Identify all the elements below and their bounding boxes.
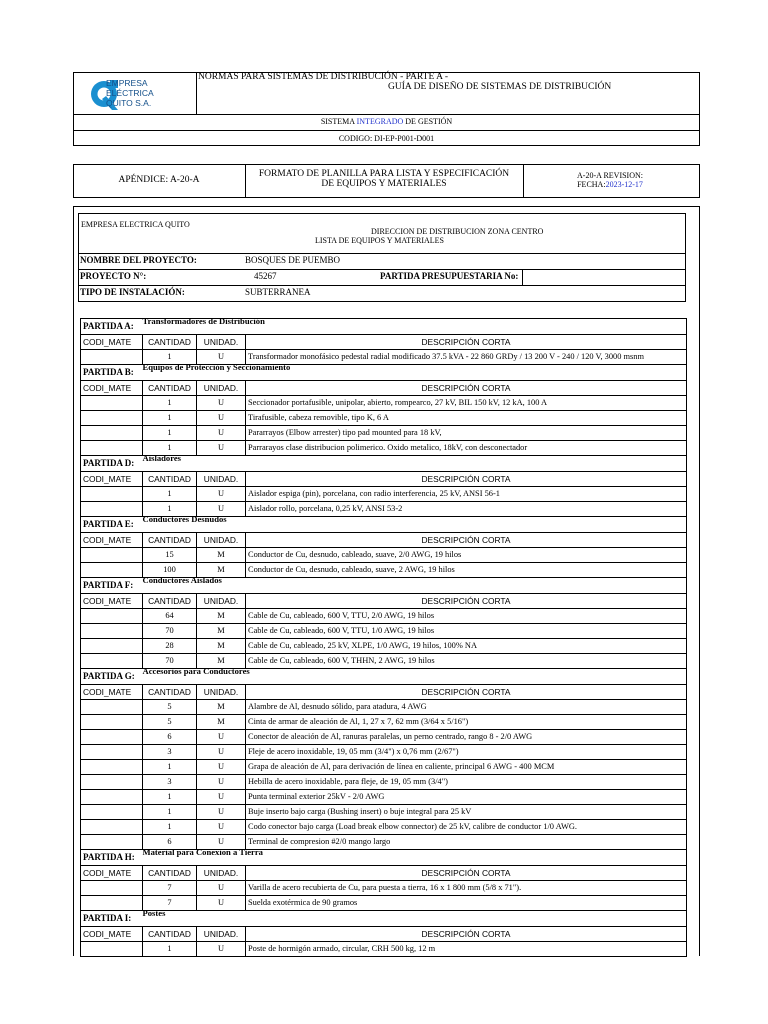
material-unit: U <box>197 942 246 957</box>
column-header-row <box>81 594 687 609</box>
partida-label: PARTIDA G: <box>83 671 135 681</box>
col-header-desc: DESCRIPCIÓN CORTA <box>246 472 687 487</box>
col-header-qty: CANTIDAD <box>143 594 197 609</box>
partida-heading <box>81 456 687 472</box>
guide-title: GUÍA DE DISEÑO DE SISTEMAS DE DISTRIBUCIÓN <box>388 82 612 92</box>
material-unit: M <box>197 715 246 730</box>
partida-name: Accesorios para Conductores <box>142 666 250 676</box>
material-code <box>81 881 143 896</box>
material-code <box>81 700 143 715</box>
logo-line-1: EMPRESA <box>106 78 148 88</box>
material-qty: 1 <box>143 502 197 517</box>
col-header-unit: UNIDAD. <box>197 594 246 609</box>
material-unit: U <box>197 881 246 896</box>
partida-name: Conductores Aislados <box>142 575 222 585</box>
material-desc: Buje inserto bajo carga (Bushing insert) o buje integral para 25 kV <box>246 805 687 820</box>
material-code <box>81 654 143 669</box>
material-desc: Conector de aleación de Al, ranuras paralelas, un perno centrado, rango 8 - 2/0 AWG <box>246 730 687 745</box>
material-unit: U <box>197 426 246 441</box>
material-qty: 1 <box>143 411 197 426</box>
project-number-value: 45267 <box>254 271 277 281</box>
material-code <box>81 790 143 805</box>
materials-table <box>80 318 687 957</box>
table-row <box>81 411 687 426</box>
material-unit: U <box>197 805 246 820</box>
material-desc: Varilla de acero recubierta de Cu, para puesta a tierra, 16 x 1 800 mm (5/8 x 71"). <box>246 881 687 896</box>
material-unit: U <box>197 820 246 835</box>
appendix-title-2: DE EQUIPOS Y MATERIALES <box>321 179 447 189</box>
material-desc: Aislador espiga (pin), porcelana, con radio interferencia, 25 kV, ANSI 56-1 <box>246 487 687 502</box>
material-qty: 1 <box>143 487 197 502</box>
column-header-row <box>81 381 687 396</box>
col-header-unit: UNIDAD. <box>197 927 246 942</box>
table-row <box>81 548 687 563</box>
material-code <box>81 426 143 441</box>
material-code <box>81 624 143 639</box>
material-code <box>81 820 143 835</box>
material-desc: Punta terminal exterior 25kV - 2/0 AWG <box>246 790 687 805</box>
direction-name: DIRECCION DE DISTRIBUCION ZONA CENTRO <box>371 227 544 236</box>
project-name-label: NOMBRE DEL PROYECTO: <box>80 255 197 265</box>
material-code <box>81 942 143 957</box>
norms-title: NORMAS PARA SISTEMAS DE DISTRIBUCIÓN - PARTE A - <box>198 72 448 82</box>
material-desc: Codo conector bajo carga (Load break elbow connector) de 25 kV, calibre de conductor 1/0 AWG. <box>246 820 687 835</box>
material-qty: 1 <box>143 805 197 820</box>
material-unit: U <box>197 790 246 805</box>
table-row <box>81 820 687 835</box>
partida-name: Postes <box>142 908 166 918</box>
material-code <box>81 896 143 911</box>
material-desc: Alambre de Al, desnudo sólido, para atadura, 4 AWG <box>246 700 687 715</box>
table-row <box>81 760 687 775</box>
partida-label: PARTIDA H: <box>83 852 135 862</box>
partida-label: PARTIDA A: <box>83 321 134 331</box>
material-qty: 70 <box>143 624 197 639</box>
col-header-desc: DESCRIPCIÓN CORTA <box>246 685 687 700</box>
material-qty: 3 <box>143 745 197 760</box>
col-header-unit: UNIDAD. <box>197 533 246 548</box>
col-header-code: CODI_MATE <box>81 472 143 487</box>
partida-heading <box>81 319 687 335</box>
material-unit: U <box>197 730 246 745</box>
partida-name: Transformadores de Distribución <box>142 316 265 326</box>
installation-label: TIPO DE INSTALACIÓN: <box>80 287 185 297</box>
material-qty: 5 <box>143 700 197 715</box>
material-code <box>81 411 143 426</box>
material-qty: 70 <box>143 654 197 669</box>
material-desc: Pararrayos (Elbow arrester) tipo pad mounted para 18 kV, <box>246 426 687 441</box>
col-header-desc: DESCRIPCIÓN CORTA <box>246 533 687 548</box>
material-unit: U <box>197 396 246 411</box>
material-desc: Grapa de aleación de Al, para derivación de línea en caliente, principal 6 AWG - 400 MCM <box>246 760 687 775</box>
material-desc: Cable de Cu, cableado, 25 kV, XLPE, 1/0 AWG, 19 hilos, 100% NA <box>246 639 687 654</box>
col-header-desc: DESCRIPCIÓN CORTA <box>246 866 687 881</box>
column-header-row <box>81 866 687 881</box>
col-header-qty: CANTIDAD <box>143 866 197 881</box>
table-row <box>81 715 687 730</box>
revision-date: FECHA:2023-12-17 <box>577 180 643 189</box>
col-header-qty: CANTIDAD <box>143 685 197 700</box>
logo-line-3: QUITO S.A. <box>106 98 152 108</box>
column-header-row <box>81 472 687 487</box>
material-code <box>81 745 143 760</box>
material-qty: 100 <box>143 563 197 578</box>
material-unit: U <box>197 502 246 517</box>
material-desc: Cinta de armar de aleación de Al, 1, 27 x 7, 62 mm (3/64 x 5/16") <box>246 715 687 730</box>
partida-heading <box>81 850 687 866</box>
material-qty: 7 <box>143 896 197 911</box>
material-qty: 15 <box>143 548 197 563</box>
material-qty: 1 <box>143 942 197 957</box>
material-desc: Suelda exotérmica de 90 gramos <box>246 896 687 911</box>
table-row <box>81 896 687 911</box>
material-code <box>81 441 143 456</box>
partida-label: PARTIDA E: <box>83 519 134 529</box>
material-qty: 5 <box>143 715 197 730</box>
col-header-qty: CANTIDAD <box>143 335 197 350</box>
material-desc: Conductor de Cu, desnudo, cableado, suave, 2/0 AWG, 19 hilos <box>246 548 687 563</box>
appendix-title-1: FORMATO DE PLANILLA PARA LISTA Y ESPECIFICACIÓN <box>258 169 510 179</box>
material-desc: Aislador rollo, porcelana, 0,25 kV, ANSI 53-2 <box>246 502 687 517</box>
col-header-desc: DESCRIPCIÓN CORTA <box>246 381 687 396</box>
col-header-qty: CANTIDAD <box>143 533 197 548</box>
partida-name: Aisladores <box>142 453 182 463</box>
col-header-unit: UNIDAD. <box>197 335 246 350</box>
col-header-code: CODI_MATE <box>81 685 143 700</box>
material-qty: 1 <box>143 441 197 456</box>
material-unit: M <box>197 654 246 669</box>
col-header-unit: UNIDAD. <box>197 685 246 700</box>
installation-value: SUBTERRANEA <box>245 287 311 297</box>
col-header-desc: DESCRIPCIÓN CORTA <box>246 594 687 609</box>
material-qty: 6 <box>143 835 197 850</box>
material-code <box>81 835 143 850</box>
col-header-unit: UNIDAD. <box>197 381 246 396</box>
material-desc: Parrarayos clase distribucion polimerico. Oxido metalico, 18kV, con desconectador <box>246 441 687 456</box>
table-row <box>81 426 687 441</box>
logo-line-2: ELÉCTRICA <box>106 88 154 98</box>
table-row <box>81 396 687 411</box>
material-code <box>81 609 143 624</box>
table-row <box>81 881 687 896</box>
material-desc: Hebilla de acero inoxidable, para fleje, de 19, 05 mm (3/4") <box>246 775 687 790</box>
partida-heading <box>81 365 687 381</box>
table-row <box>81 639 687 654</box>
col-header-unit: UNIDAD. <box>197 472 246 487</box>
material-desc: Fleje de acero inoxidable, 19, 05 mm (3/4") x 0,76 mm (2/67") <box>246 745 687 760</box>
material-code <box>81 548 143 563</box>
col-header-qty: CANTIDAD <box>143 381 197 396</box>
table-row <box>81 790 687 805</box>
col-header-code: CODI_MATE <box>81 866 143 881</box>
material-code <box>81 639 143 654</box>
revision-label: A-20-A REVISION: <box>577 171 643 180</box>
material-unit: M <box>197 563 246 578</box>
material-code <box>81 715 143 730</box>
material-qty: 6 <box>143 730 197 745</box>
list-title: LISTA DE EQUIPOS Y MATERIALES <box>315 236 444 245</box>
partida-name: Conductores Desnudos <box>142 514 227 524</box>
material-code <box>81 502 143 517</box>
material-unit: U <box>197 775 246 790</box>
col-header-qty: CANTIDAD <box>143 927 197 942</box>
material-code <box>81 350 143 365</box>
material-unit: U <box>197 350 246 365</box>
material-unit: M <box>197 548 246 563</box>
partida-name: Material para Conexion a Tierra <box>142 847 263 857</box>
partida-heading <box>81 669 687 685</box>
material-qty: 7 <box>143 881 197 896</box>
table-row <box>81 745 687 760</box>
table-row <box>81 624 687 639</box>
table-row <box>81 942 687 957</box>
document-code: CODIGO: DI-EP-P001-D001 <box>338 134 435 143</box>
material-code <box>81 760 143 775</box>
budget-label: PARTIDA PRESUPUESTARIA No: <box>380 271 519 281</box>
table-row <box>81 730 687 745</box>
material-unit: U <box>197 487 246 502</box>
material-unit: M <box>197 700 246 715</box>
col-header-code: CODI_MATE <box>81 335 143 350</box>
col-header-code: CODI_MATE <box>81 594 143 609</box>
table-row <box>81 609 687 624</box>
material-desc: Cable de Cu, cableado, 600 V, TTU, 1/0 AWG, 19 hilos <box>246 624 687 639</box>
material-unit: M <box>197 639 246 654</box>
material-desc: Conductor de Cu, desnudo, cableado, suave, 2 AWG, 19 hilos <box>246 563 687 578</box>
partida-name: Equipos de Protección y Seccionamiento <box>142 362 291 372</box>
col-header-code: CODI_MATE <box>81 533 143 548</box>
material-desc: Seccionador portafusible, unipolar, abierto, rompearco, 27 kV, BIL 150 kV, 12 kA, 100 A <box>246 396 687 411</box>
material-qty: 28 <box>143 639 197 654</box>
material-code <box>81 563 143 578</box>
partida-label: PARTIDA F: <box>83 580 134 590</box>
col-header-qty: CANTIDAD <box>143 472 197 487</box>
table-row <box>81 805 687 820</box>
material-desc: Poste de hormigón armado, circular, CRH 500 kg, 12 m <box>246 942 687 957</box>
partida-heading <box>81 911 687 927</box>
col-header-unit: UNIDAD. <box>197 866 246 881</box>
col-header-desc: DESCRIPCIÓN CORTA <box>246 927 687 942</box>
column-header-row <box>81 927 687 942</box>
material-unit: U <box>197 441 246 456</box>
material-desc: Tirafusible, cabeza removible, tipo K, 6 A <box>246 411 687 426</box>
appendix-label: APÉNDICE: A-20-A <box>118 175 200 185</box>
material-code <box>81 487 143 502</box>
table-row <box>81 700 687 715</box>
table-row <box>81 775 687 790</box>
material-code <box>81 396 143 411</box>
material-desc: Cable de Cu, cableado, 600 V, THHN, 2 AWG, 19 hilos <box>246 654 687 669</box>
material-qty: 64 <box>143 609 197 624</box>
material-desc: Transformador monofásico pedestal radial modificado 37.5 kVA - 22 860 GRDy / 13 200 V - 240 / 120 V, 3000 msnm <box>246 350 687 365</box>
table-row <box>81 487 687 502</box>
partida-heading <box>81 578 687 594</box>
column-header-row <box>81 533 687 548</box>
material-unit: U <box>197 896 246 911</box>
col-header-desc: DESCRIPCIÓN CORTA <box>246 335 687 350</box>
material-code <box>81 805 143 820</box>
material-unit: M <box>197 609 246 624</box>
company-name: EMPRESA ELECTRICA QUITO <box>81 220 190 229</box>
material-qty: 3 <box>143 775 197 790</box>
material-unit: U <box>197 760 246 775</box>
material-desc: Terminal de compresion #2/0 mango largo <box>246 835 687 850</box>
system-line: SISTEMA INTEGRADO DE GESTIÓN <box>320 117 453 126</box>
company-logo <box>88 76 192 112</box>
material-qty: 1 <box>143 396 197 411</box>
partida-label: PARTIDA B: <box>83 367 134 377</box>
col-header-code: CODI_MATE <box>81 927 143 942</box>
material-qty: 1 <box>143 790 197 805</box>
material-qty: 1 <box>143 426 197 441</box>
material-unit: M <box>197 624 246 639</box>
partida-label: PARTIDA I: <box>83 913 132 923</box>
project-number-label: PROYECTO N°: <box>80 271 147 281</box>
col-header-code: CODI_MATE <box>81 381 143 396</box>
partida-label: PARTIDA D: <box>83 458 135 468</box>
material-qty: 1 <box>143 820 197 835</box>
column-header-row <box>81 335 687 350</box>
material-unit: U <box>197 745 246 760</box>
material-qty: 1 <box>143 760 197 775</box>
partida-heading <box>81 517 687 533</box>
material-desc: Cable de Cu, cableado, 600 V, TTU, 2/0 AWG, 19 hilos <box>246 609 687 624</box>
column-header-row <box>81 685 687 700</box>
material-unit: U <box>197 835 246 850</box>
material-code <box>81 730 143 745</box>
material-unit: U <box>197 411 246 426</box>
project-name-value: BOSQUES DE PUEMBO <box>245 255 341 265</box>
material-qty: 1 <box>143 350 197 365</box>
material-code <box>81 775 143 790</box>
